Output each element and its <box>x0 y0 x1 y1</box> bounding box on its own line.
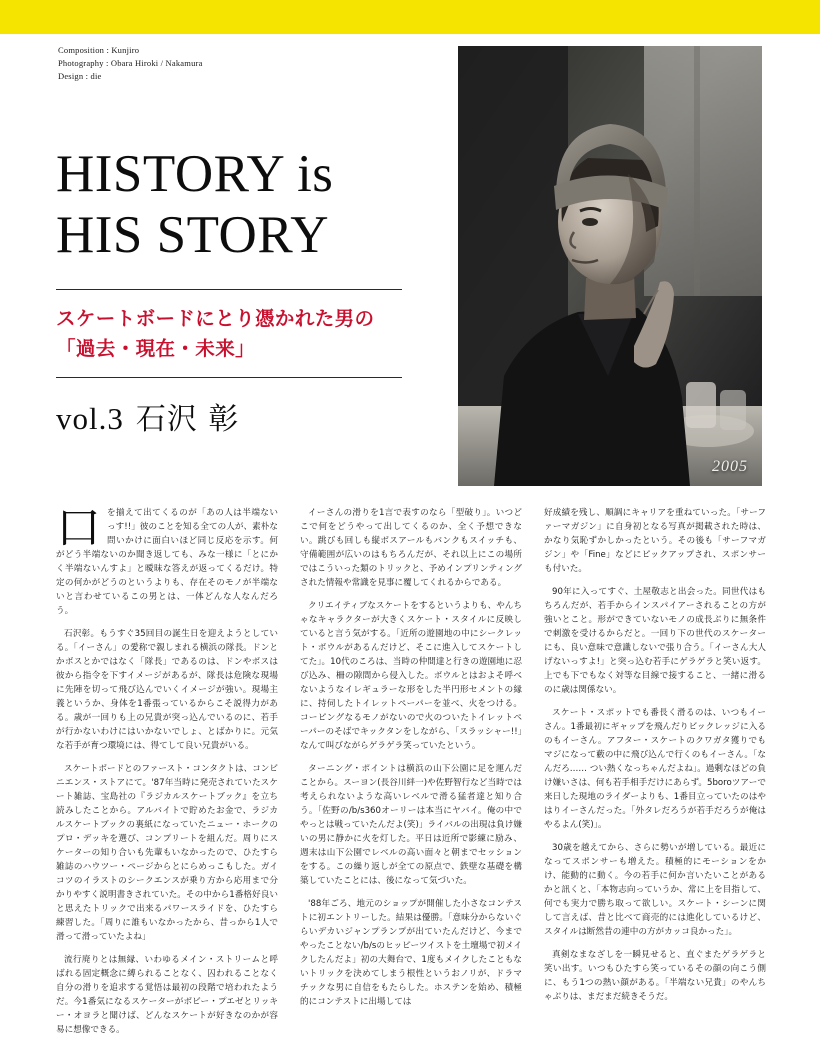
paragraph-3-2: 90年に入ってすぐ、土屋敬志と出会った。同世代はもちろんだが、若手からインスパイアーされることの方が強いとこと。形ができていないモノの成長ぶりに無条件で刺激を受けるからだと。一回り下の世代のスケーターにも、良い意味で意識しないで張り合う。「イーさん大人げないっすよ!」と突っ込む若手にゲラゲラと笑い返す。上でも下でもなく対等な目線で接すること、一緒に滑るのに歳は関係ない。 <box>544 587 766 695</box>
column-1 <box>56 501 278 1035</box>
paragraph-3-4: 30歳を越えてから、さらに勢いが増している。最近になってスポンサーも増えた。積極的にモーションをかけ、能動的に動く。今の若手に何か言いたいことがあるかと訊くと、「本物志向っていうか、常に上を目指して、何でも実力で勝ち取って欲しい。スケート・シーンに関して言えば、昔と比べて商売的には進化しているけど、スタイルは断然昔の連中の方がカッコ良かった」。 <box>544 843 766 937</box>
volume-number: vol.3 <box>56 401 124 437</box>
paragraph-1-4: 流行廃りとは無縁、いわゆるメイン・ストリームと呼ばれる固定概念に縛られることなく、囚われることなく自分の滑りを追求する覚悟は最初の段階で培われたようだ。今1番気になるスケーターがボビー・プエゼとリッキー・オヨラと聞けば、どんなスケートが好きなのかが容易に想像できる。 <box>56 955 278 1035</box>
paragraph-1-3: スケートボードとのファースト・コンタクトは、コンビニエンス・ストアにて。'87年当時に発売されていたスケート雑誌、宝島社の『ラジカルスケートブック』を立ち読みしたことから。アルバイトで貯めたお金で、ラジカルスケートブックの裏紙になっていたニュー・ホークのプロ・デッキを選び、コンプリートを組んだ。周りにスケーターの知り合いも先輩もいなかったので、ひたすら雑誌のハウツー・ページからとにらめっこもした。ガイコツのイラストのシークエンスが乗り方から応用まで分かりやすく説明書きされていた。その中から1番格好良いと思えたトリックで出来るパワースライドを、ひたすら練習した。「周りに誰もいなかったから、昔っから1人で滑って滑っていたよね」 <box>56 764 278 942</box>
article-columns <box>56 501 766 1035</box>
subtitle-red <box>56 304 456 363</box>
column-2 <box>300 506 522 1032</box>
paragraph-2-1: イーさんの滑りを1言で表すのなら「型破り」。いつどこで何をどうやって出してくるのか、全く予想できない。跳びも回しも縦ボスアールもバンクもスイッチも、守備範囲が広いのはもちろんだが、それ以上にこの場所ではこういった類のトリックと、予めインプリンティングされた情報や常識を見事に覆してくれるからである。 <box>300 508 522 588</box>
page-title <box>56 144 456 267</box>
subject-name: 石沢 彰 <box>135 402 240 438</box>
credit-design: Design : die <box>58 71 102 82</box>
paragraph-1-1-text: を揃えて出てくるのが「あの人は半端ないっす!!」彼のことを知る全ての人が、素朴な問いかけに面白いほど同じ反応を示す。何がどう半端ないのか聞き返しても、みな一様に「とにかく半端ないんすよ」と曖昧な答えが返ってくるだけ。特定の何かがどうのというよりも、存在そのモノが半端ないと言わせているこの男とは、一体どんな人なんだろう。 <box>56 508 278 616</box>
paragraph-3-3: スケート・スポットでも番長く滑るのは、いつもイーさん。1番最初にギャップを飛んだりビックレッジに入るのもイーさん。アフター・スケートのクワガタ獲りでもマジになって藪の中に飛び込んで行くのもイーさん。「なんだろ…… つい熱くなっちゃんだよね」。過剰なほどの負け嫌いさは、何も若手相手だけにあらず。5boroツアーで来日した現地のライダーよりも、1番目立っていたのはやはりイーさんだった。「外タレだろうが若手だろうが俺はやるよん(笑)」。 <box>544 708 766 830</box>
volume-line <box>56 394 456 438</box>
credits-block <box>58 44 203 84</box>
credit-photography: Photography : Obara Hiroki / Nakamura <box>58 58 203 69</box>
portrait-photo <box>458 46 762 486</box>
column-3 <box>544 506 766 1032</box>
paragraph-1-1 <box>56 501 278 618</box>
divider-bottom <box>56 377 402 378</box>
subtitle-line-2: 「過去・現在・未来」 <box>56 336 256 360</box>
paragraph-1-2: 石沢彰。もうすぐ35回目の誕生日を迎えようとしている。「イーさん」の愛称で親しまれる横浜の隊長。ドンとかボスとかではなく「隊長」であるのは、ドンやボスは彼から指令を下すイメージがあるが、隊長は危険な現場に先陣を切って飛び込んでいくイメージが強い。現場主義というか、身体を1番張っているからこそ説得力がある。歳が一回りも上の兄貴が突っ込んでいるのに、若手が行かないわけにはいかないでしょ、とばかりに。元気な若手が育つ環境には、得てして良い兄貴がいる。 <box>56 629 278 751</box>
paragraph-3-5: 真剣なまなざしを一瞬見せると、直ぐまたゲラゲラと笑い出す。いつもひたすら笑っているその顔の向こう側に、もう1つの熱い顔がある。「半端ない兄貴」のやんちゃぶりは、まだまだ続きそうだ。 <box>544 950 766 1002</box>
top-yellow-band <box>0 0 820 34</box>
photo-year-caption: 2005 <box>712 458 748 475</box>
paragraph-2-3: ターニング・ポイントは横浜の山下公園に足を運んだことから。スーヨン(長谷川絆一)や佐野智行など当時では考えられないような高いレベルで滑る猛者達と知り合う。「佐野の/b/s360オーリーは本当にヤバイ。俺の中でやっとは戦っていたんだよ(笑)」ライバルの出現は負け嫌いの男に静かに火を灯した。平日は近所で影練に励み、週末は山下公園でレベルの高い面々と朝までセッションをする。この繰り返しが全ての原点で、鉄壁な基礎を構築していたことには、後になって気づいた。 <box>300 764 522 886</box>
paragraph-3-1: 好成績を残し、順調にキャリアを重ねていった。「サーファーマガジン」に自身初となる写真が掲載された時は、かなり気恥ずかしかったという。その後も「サーフマガジン」や「Fine」などにピックアップされ、スポンサーも付いた。 <box>544 508 766 574</box>
headline-block <box>56 144 456 438</box>
magazine-page <box>0 34 820 1042</box>
credit-composition: Composition : Kunjiro <box>58 45 140 55</box>
title-line-2: HIS STORY <box>56 206 330 265</box>
title-line-1: HISTORY is <box>56 145 334 203</box>
subtitle-line-1: スケートボードにとり憑かれた男の <box>56 306 375 330</box>
divider-top <box>56 289 402 290</box>
paragraph-2-4: '88年ごろ、地元のショップが開催した小さなコンテストに初エントリーした。結果は優勝。「意味分からないぐらいデカいジャンプランプが出ていたんだけど、今までやったことない/b/sのヒッピーツイストを土壇場で初メイクしたんだよ」初の大舞台で、1度もメイクしたこともないトリックを決めてしまう根性というおノリが、ドラマチックな男に自信をもたらした。ホステンを始め、積極的にコンテストに出場しては <box>300 899 522 1007</box>
paragraph-2-2: クリエイティブなスケートをするというよりも、やんちゃなキャラクターが大きくスケート・スタイルに反映していると言う気がする。「近所の遊園地の中にシークレット・ボウルがあるんだけど、そこに進入してスケートしてた」。10代のころは、当時の仲間達と行きの遊園地に忍び込み、柵の隙間から侵入した。ボウルとはおよそ呼べないようなイレギュラーな形をした半円形セメントの縁に、持伺したトイレットペーパーを並べ、火をつける。コーピングなるモノがないので火のついたトイレットペーパーのそばでキックタンをしながら、「スラッシャー!!」なんて叫びながらゲラゲラ笑っていたという。 <box>300 601 522 751</box>
drop-cap: 口 <box>56 501 102 554</box>
